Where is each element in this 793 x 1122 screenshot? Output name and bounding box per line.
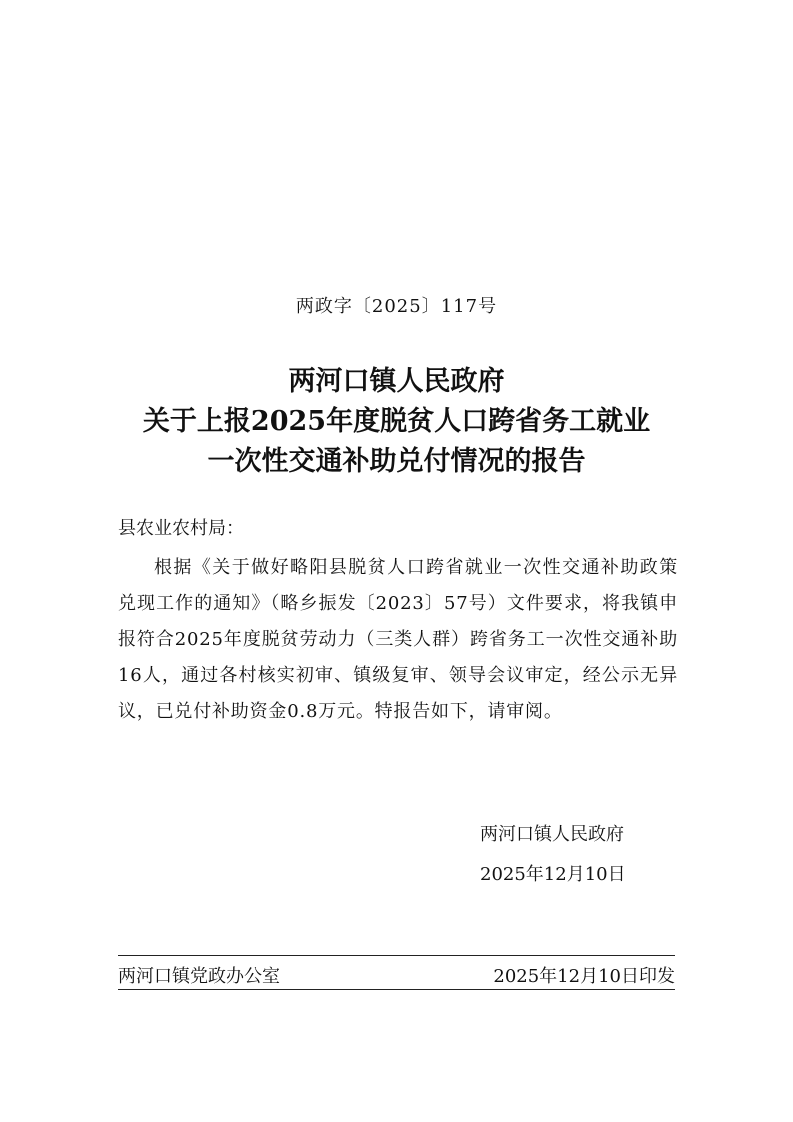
- title-line-3: 一次性交通补助兑付情况的报告: [207, 446, 586, 477]
- signature-block: [480, 815, 626, 895]
- footer-bottom-rule: [118, 989, 675, 990]
- title-line-2: 关于上报2025年度脱贫人口跨省务工就业: [142, 406, 651, 437]
- document-title: [0, 362, 793, 482]
- footer-issue-date: 2025年12月10日印发: [493, 966, 675, 987]
- body-paragraph: 根据《关于做好略阳县脱贫人口跨省就业一次性交通补助政策兑现工作的通知》（略乡振发〔2023〕57号）文件要求，将我镇申报符合2025年度脱贫劳动力（三类人群）跨省务工一次性交通补助16人，通过各村核实初审、镇级复审、领导会议审定，经公示无异议，已兑付补助资金0.8万元。特报告如下，请审阅。: [118, 557, 678, 722]
- recipient: 县农业农村局：: [118, 518, 244, 539]
- title-line-1: 两河口镇人民政府: [288, 366, 505, 397]
- signature-date: 2025年12月10日: [480, 864, 626, 885]
- footer-top-rule: [118, 955, 675, 956]
- signature-org: 两河口镇人民政府: [480, 824, 624, 845]
- document-number: 两政字〔2025〕117号: [295, 296, 498, 317]
- footer-issuer: 两河口镇党政办公室: [118, 966, 280, 987]
